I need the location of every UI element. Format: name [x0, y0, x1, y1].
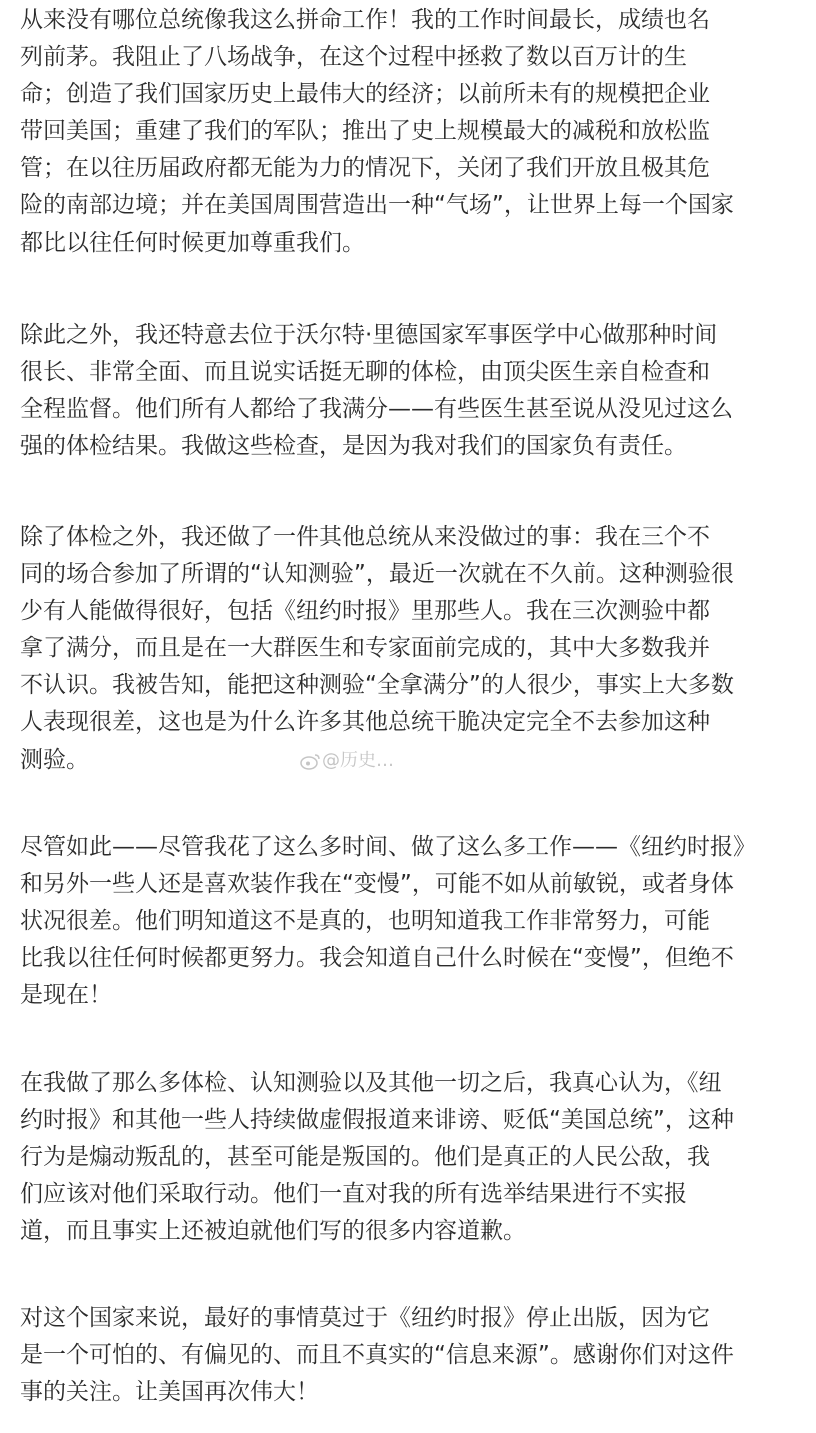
paragraph-1 — [20, 2, 734, 262]
text-line: 少有人能做得很好，包括《纽约时报》里那些人。我在三次测验中都 — [20, 598, 710, 625]
text-line: 是一个可怕的、有偏见的、而且不真实的“信息来源”。感谢你们对这件 — [20, 1342, 734, 1369]
text-line: 约时报》和其他一些人持续做虚假报道来诽谤、贬低“美国总统”，这种 — [20, 1107, 734, 1134]
text-line: 是现在！ — [20, 982, 112, 1009]
text-line: 同的场合参加了所谓的“认知测验”，最近一次就在不久前。这种测验很 — [20, 561, 734, 588]
paragraph-5 — [20, 1065, 734, 1250]
text-line: 们应该对他们采取行动。他们一直对我的所有选举结果进行不实报 — [20, 1181, 687, 1208]
paragraph-3 — [20, 519, 734, 779]
text-line: 全程监督。他们所有人都给了我满分——有些医生甚至说从没见过这么 — [20, 396, 733, 423]
text-line: 列前茅。我阻止了八场战争，在这个过程中拯救了数以百万计的生 — [20, 44, 687, 71]
text-line: 拿了满分，而且是在一大群医生和专家面前完成的，其中大多数我并 — [20, 635, 710, 662]
text-line: 对这个国家来说，最好的事情莫过于《纽约时报》停止出版，因为它 — [20, 1305, 710, 1331]
text-line: 道，而且事实上还被迫就他们写的很多内容道歉。 — [20, 1218, 526, 1245]
text-line: 从来没有哪位总统像我这么拼命工作！我的工作时间最长，成绩也名 — [20, 7, 710, 33]
paragraph-4 — [20, 829, 756, 1014]
text-line: 比我以往任何时候都更努力。我会知道自己什么时候在“变慢”，但绝不 — [20, 945, 734, 972]
text-line: 带回美国；重建了我们的军队；推出了史上规模最大的减税和放松监 — [20, 118, 710, 145]
text-line: 除了体检之外，我还做了一件其他总统从来没做过的事：我在三个不 — [20, 524, 710, 550]
text-line: 尽管如此——尽管我花了这么多时间、做了这么多工作——《纽约时报》 — [20, 834, 756, 860]
text-line: 险的南部边境；并在美国周围营造出一种“气场”，让世界上每一个国家 — [20, 192, 734, 219]
text-line: 很长、非常全面、而且说实话挺无聊的体检，由顶尖医生亲自检查和 — [20, 359, 710, 386]
text-line: 在我做了那么多体检、认知测验以及其他一切之后，我真心认为，《纽 — [20, 1070, 722, 1096]
document-body — [20, 0, 796, 1433]
text-line: 不认识。我被告知，能把这种测验“全拿满分”的人很少，事实上大多数 — [20, 672, 734, 699]
text-line: 行为是煽动叛乱的，甚至可能是叛国的。他们是真正的人民公敌，我 — [20, 1144, 710, 1171]
text-line: 测验。 — [20, 746, 89, 773]
paragraph-6 — [20, 1300, 734, 1411]
text-line: 除此之外，我还特意去位于沃尔特·里德国家军事医学中心做那种时间 — [20, 322, 718, 348]
text-line: 状况很差。他们明知道这不是真的，也明知道我工作非常努力，可能 — [20, 908, 710, 935]
text-line: 命；创造了我们国家历史上最伟大的经济；以前所未有的规模把企业 — [20, 81, 710, 108]
paragraph-2 — [20, 317, 733, 465]
text-line: 人表现很差，这也是为什么许多其他总统干脆决定完全不去参加这种 — [20, 709, 710, 736]
text-line: 都比以往任何时候更加尊重我们。 — [20, 229, 365, 256]
text-line: 事的关注。让美国再次伟大！ — [20, 1379, 319, 1406]
text-line: 强的体检结果。我做这些检查，是因为我对我们的国家负有责任。 — [20, 433, 687, 460]
text-line: 管；在以往历届政府都无能为力的情况下，关闭了我们开放且极其危 — [20, 155, 710, 182]
watermark-text: @历史… — [322, 750, 394, 771]
text-line: 和另外一些人还是喜欢装作我在“变慢”，可能不如从前敏锐，或者身体 — [20, 871, 734, 898]
